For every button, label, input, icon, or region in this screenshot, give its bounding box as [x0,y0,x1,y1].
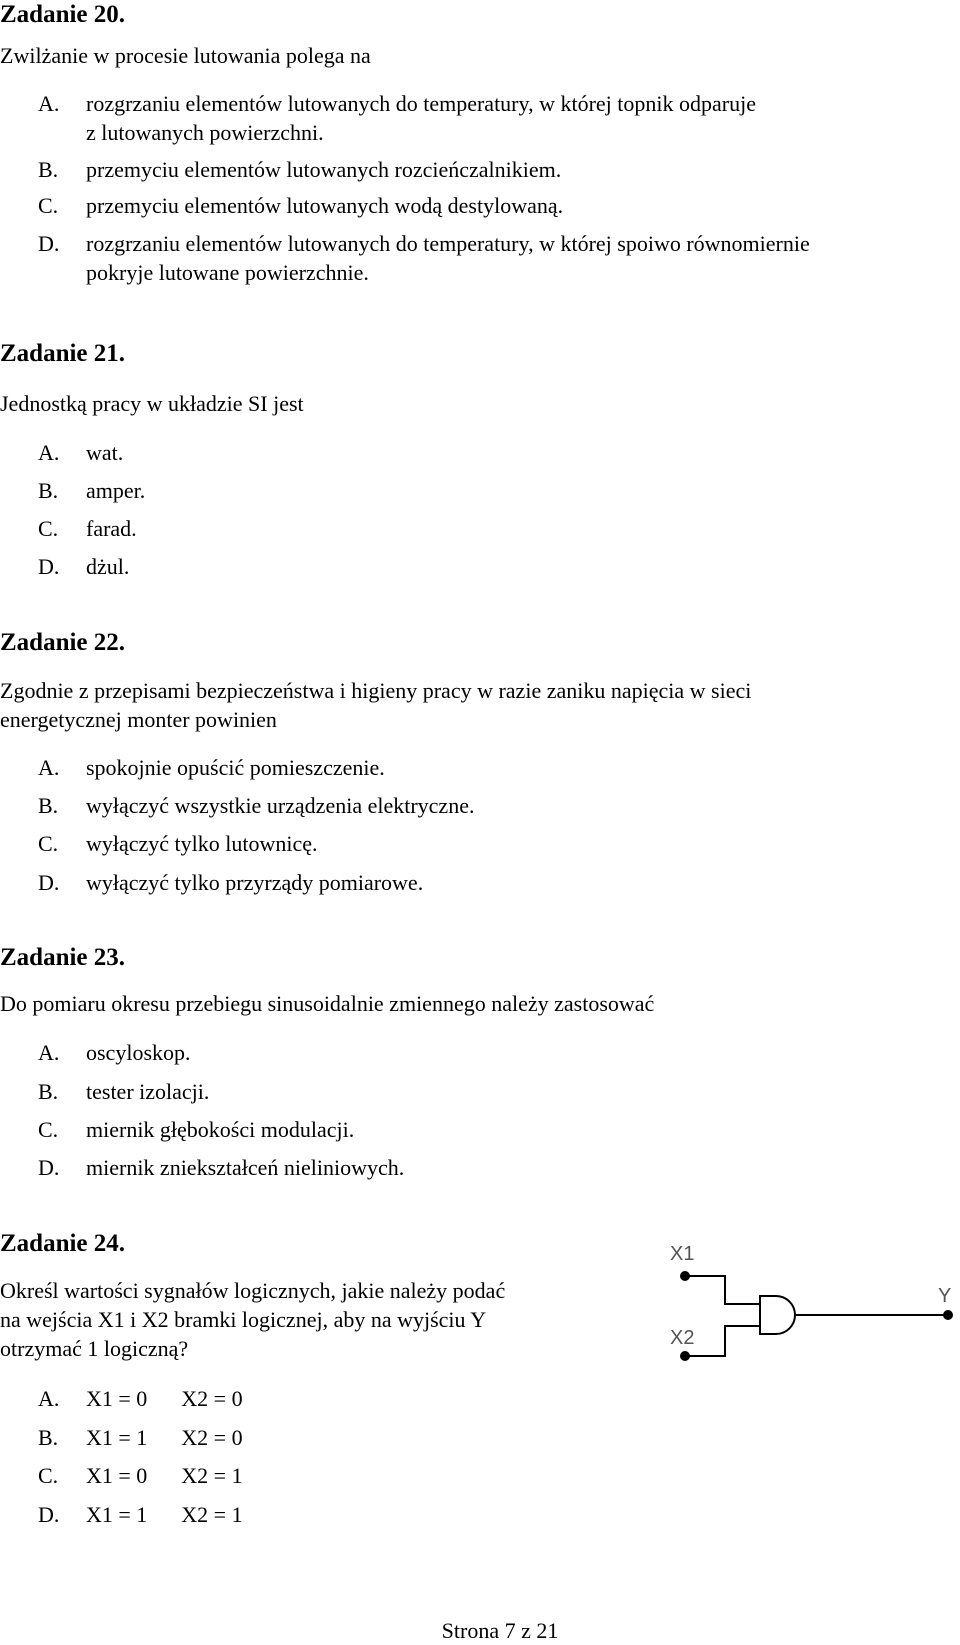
input-x1-wire [685,1276,760,1304]
option-text: rozgrzaniu elementów lutowanych do temperatury, w której topnik odparuje [86,91,756,116]
option-text: tester izolacji. [86,1079,210,1104]
output-y-label: Y [938,1285,952,1307]
option-text: dżul. [86,554,130,579]
task-20-option-c [38,191,563,220]
question-line: Zgodnie z przepisami bezpieczeństwa i higieny pracy w razie zaniku napięcia w sieci [0,678,752,703]
option-x1: X1 = 1 [86,1502,148,1527]
task-21-question: Jednostką pracy w układzie SI jest [0,391,304,416]
task-21-option-b [38,476,145,505]
option-x2: X2 = 0 [181,1386,243,1411]
input-x2-wire [685,1326,760,1356]
task-20-question: Zwilżanie w procesie lutowania polega na [0,43,371,68]
option-letter: D. [38,1502,60,1527]
task-23-heading: Zadanie 23. [0,944,126,971]
task-22-question [0,676,751,734]
task-24-option-d [38,1500,243,1529]
question-line: Określ wartości sygnałów logicznych, jakie należy podać [0,1278,506,1303]
option-text: oscyloskop. [86,1040,191,1065]
task-24-question [0,1276,505,1363]
task-21-heading: Zadanie 21. [0,340,126,367]
option-text: amper. [86,478,146,503]
option-letter: D. [38,870,60,895]
and-gate-diagram [660,1240,960,1380]
task-24-option-c [38,1461,243,1490]
option-letter: A. [38,1386,60,1411]
option-letter: A. [38,1040,60,1065]
option-letter: B. [38,157,59,182]
option-text-cont: pokryje lutowane powierzchnie. [86,260,369,285]
task-24-heading: Zadanie 24. [0,1230,126,1257]
task-22-heading: Zadanie 22. [0,629,126,656]
option-letter: B. [38,1079,59,1104]
option-text: przemyciu elementów lutowanych rozcieńczalnikiem. [86,157,562,182]
input-x2-label: X2 [670,1327,695,1349]
option-text: miernik zniekształceń nieliniowych. [86,1155,405,1180]
task-20-heading: Zadanie 20. [0,1,126,28]
question-line: na wejścia X1 i X2 bramki logicznej, aby na wyjściu Y [0,1307,487,1332]
option-letter: B. [38,793,59,818]
option-text: wyłączyć wszystkie urządzenia elektryczne. [86,793,475,818]
option-x2: X2 = 1 [181,1463,243,1488]
option-letter: D. [38,1155,60,1180]
option-letter: C. [38,831,59,856]
option-text: rozgrzaniu elementów lutowanych do temperatury, w której spoiwo równomiernie [86,231,810,256]
option-letter: C. [38,1463,59,1488]
task-22-option-b [38,791,474,820]
option-x1: X1 = 0 [86,1463,148,1488]
page-footer: Strona 7 z 21 [441,1618,559,1643]
option-x2: X2 = 0 [181,1425,243,1450]
option-letter: C. [38,1117,59,1142]
option-text: farad. [86,516,137,541]
option-text-cont: z lutowanych powierzchni. [86,120,324,145]
option-letter: A. [38,440,60,465]
task-21-option-a [38,438,123,467]
task-24-option-a [38,1384,243,1413]
input-x1-label: X1 [670,1243,695,1265]
option-letter: D. [38,554,60,579]
task-22-option-d [38,868,423,897]
option-text: wyłączyć tylko lutownicę. [86,831,318,856]
option-letter: A. [38,91,60,116]
option-letter: C. [38,193,59,218]
option-text: przemyciu elementów lutowanych wodą destylowaną. [86,193,564,218]
and-gate-symbol [760,1296,795,1334]
option-text: wat. [86,440,124,465]
task-23-option-b [38,1077,209,1106]
task-22-option-a [38,753,385,782]
option-x1: X1 = 0 [86,1386,148,1411]
option-letter: A. [38,755,60,780]
task-24-option-b [38,1423,243,1452]
task-22-option-c [38,829,318,858]
task-21-option-c [38,514,137,543]
option-x2: X2 = 1 [181,1502,243,1527]
task-23-option-c [38,1115,354,1144]
option-x1: X1 = 1 [86,1425,148,1450]
option-letter: B. [38,1425,59,1450]
task-23-question: Do pomiaru okresu przebiegu sinusoidalnie zmiennego należy zastosować [0,991,655,1016]
task-20-option-b [38,155,561,184]
task-23-option-d [38,1153,404,1182]
option-letter: D. [38,231,60,256]
task-21-option-d [38,552,129,581]
question-line: energetycznej monter powinien [0,707,277,732]
question-line: otrzymać 1 logiczną? [0,1336,189,1361]
option-text: spokojnie opuścić pomieszczenie. [86,755,385,780]
option-letter: C. [38,516,59,541]
task-23-option-a [38,1038,191,1067]
option-letter: B. [38,478,59,503]
task-20-option-d [38,229,810,287]
task-20-option-a [38,89,756,147]
option-text: wyłączyć tylko przyrządy pomiarowe. [86,870,424,895]
option-text: miernik głębokości modulacji. [86,1117,355,1142]
